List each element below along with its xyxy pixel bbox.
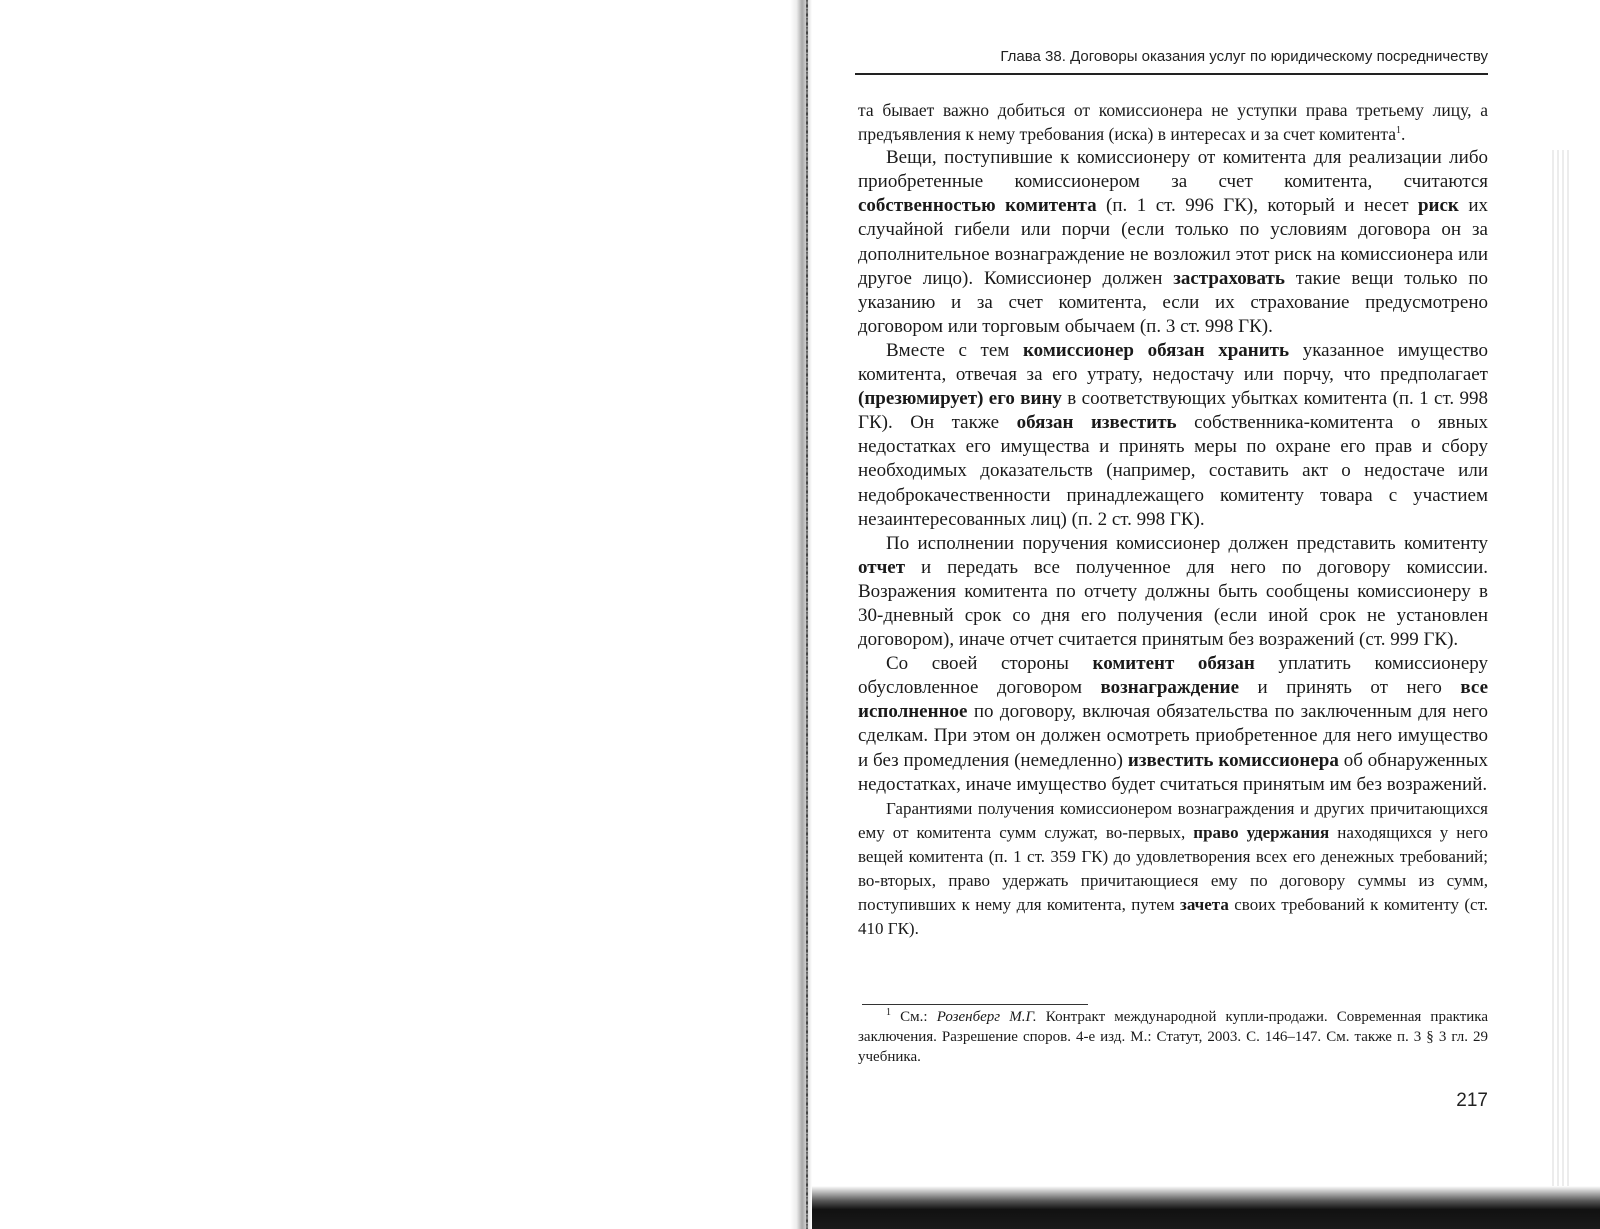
footnote-author: Розенберг М.Г.: [936, 1009, 1037, 1025]
page-edge-right: [1552, 150, 1570, 1190]
paragraph-4: По исполнении поручения комиссионер должен представить комитенту отчет и передать все полученное для него по договору комиссии. Возражения комитента по отчету должны быть сообщены комиссионеру в 30-дневный срок со дня его получения (если иной срок не установлен договором), иначе отчет считается принятым без возражений (ст. 999 ГК).: [858, 532, 1488, 651]
paragraph-6: Гарантиями получения комиссионером вознаграждения и других причитающихся ему от комитента сумм служат, во-первых, право удержания находящихся у него вещей комитента (п. 1 ст. 359 ГК) до удовлетворения всех его денежных требований; во-вторых, право удержать причитающиеся ему по договору суммы из сумм, поступивших к нему для комитента, путем зачета своих требований к комитенту (ст. 410 ГК).: [858, 798, 1489, 939]
footnote: $^1$ См.: Розенберг М.Г. Контракт международной купли-продажи. Современная практика заключения. Разрешение споров. 4-е изд. М.: Статут, 2003. С. 146–147. См. также п. 3 § 3 гл. 29 учебника.: [858, 1007, 1488, 1065]
binding-edge: [806, 0, 808, 1229]
header-rule: [855, 73, 1488, 75]
body-text: [858, 98, 1488, 941]
footnote-rule: [862, 1004, 1088, 1005]
running-header: Глава 38. Договоры оказания услуг по юридическому посредничеству: [1000, 48, 1488, 65]
footnote-marker: 1: [886, 1007, 891, 1018]
book-gutter: [790, 0, 812, 1229]
paragraph-3: Вместе с тем комиссионер обязан хранить указанное имущество комитента, отвечая за его утрату, недостачу или порчу, что предполагает (презюмирует) его вину в соответствующих убытках комитента (п. 1 ст. 998 ГК). Он также обязан известить собственника-комитента о явных недостатках его имущества и принять меры по охране его прав и сбору необходимых доказательств (например, составить акт о недостаче или недоброкачественности принадлежащего комитенту товара с участием незаинтересованных лиц) (п. 2 ст. 998 ГК).: [858, 339, 1489, 530]
page-edge-bottom: [812, 1186, 1600, 1229]
page-number: 217: [1456, 1090, 1488, 1111]
paragraph-5: Со своей стороны комитент обязан уплатить комиссионеру обусловленное договором вознаграждение и принять от него все исполненное по договору, включая обязательства по заключенным для него сделкам. При этом он должен осмотреть приобретенное для него имущество и без промедления (немедленно) известить комиссионера об обнаруженных недостатках, иначе имущество будет считаться принятым им без возражений.: [858, 653, 1488, 795]
paragraph-2: Вещи, поступившие к комиссионеру от комитента для реализации либо приобретенные комиссионером за счет комитента, считаются собственностью комитента (п. 1 ст. 996 ГК), который и несет риск их случайной гибели или порчи (если только по условиям договора он за дополнительное вознаграждение не возложил этот риск на комиссионера или другое лицо). Комиссионер должен застраховать такие вещи только по указанию и за счет комитента, если их страхование предусмотрено договором или торговым обычаем (п. 3 ст. 998 ГК).: [858, 147, 1489, 337]
footnote-reference[interactable]: 1: [1396, 125, 1401, 137]
paragraph-1: та бывает важно добиться от комиссионера не уступки права третьему лицу, а предъявления к нему требования (иска) в интересах и за счет комитента$^1$.: [858, 100, 1488, 145]
